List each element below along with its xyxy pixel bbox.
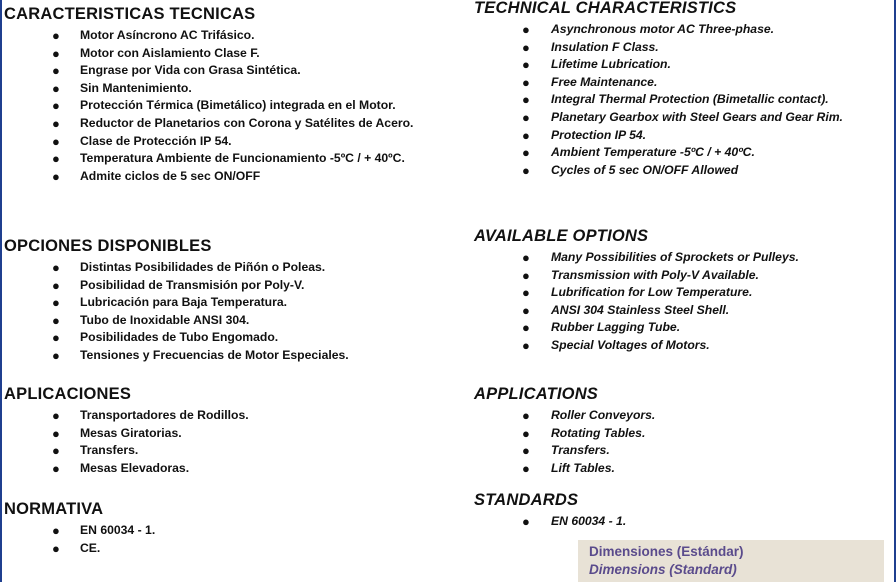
bullet-icon: ● xyxy=(52,28,60,43)
list-item: ● Transfers. xyxy=(522,443,610,459)
list-item: ● Transportadores de Rodillos. xyxy=(52,408,249,423)
list-item: ● Integral Thermal Protection (Bimetallic contact). xyxy=(522,92,829,108)
list-item: ● Transfers. xyxy=(52,443,139,459)
list-options xyxy=(474,249,892,355)
list-item: ● Protección Térmica (Bimetálico) integrada en el Motor. xyxy=(52,98,396,114)
list-item: ● Tensiones y Frecuencias de Motor Especiales. xyxy=(52,347,349,363)
bullet-icon: ● xyxy=(52,63,60,79)
bullet-icon: ● xyxy=(52,115,60,131)
heading-standards: STANDARDS xyxy=(474,491,579,509)
bullet-icon: ● xyxy=(52,443,60,459)
list-item: ● Motor con Aislamiento Clase F. xyxy=(52,45,260,61)
list-item: ● Mesas Giratorias. xyxy=(52,425,182,441)
bullet-icon: ● xyxy=(522,443,530,459)
bullet-icon: ● xyxy=(522,22,530,37)
bullet-icon: ● xyxy=(522,145,530,161)
list-item: ● Lubrification for Low Temperature. xyxy=(522,285,753,301)
bullet-icon: ● xyxy=(52,98,60,114)
dimensions-title-en: Dimensions (Standard) xyxy=(589,562,737,577)
bullet-icon: ● xyxy=(52,347,60,363)
dimensions-title-es: Dimensiones (Estándar) xyxy=(589,544,744,559)
bullet-icon: ● xyxy=(522,127,530,143)
list-item: ● Tubo de Inoxidable ANSI 304. xyxy=(52,312,250,328)
bullet-icon: ● xyxy=(52,133,60,149)
heading-aplicaciones: APLICACIONES xyxy=(4,385,132,403)
section-normativa xyxy=(4,499,456,557)
bullet-icon: ● xyxy=(52,80,60,96)
list-item: ● Lubricación para Baja Temperatura. xyxy=(52,295,288,311)
bullet-icon: ● xyxy=(522,250,530,265)
list-item: ● Ambient Temperature -5ºC / + 40ºC. xyxy=(522,145,755,161)
bullet-icon: ● xyxy=(522,408,530,423)
dimensions-box xyxy=(578,540,884,582)
list-item: ● Cycles of 5 sec ON/OFF Allowed xyxy=(522,162,739,178)
heading-caracteristicas: CARACTERISTICAS TECNICAS xyxy=(4,5,256,23)
heading-opciones: OPCIONES DISPONIBLES xyxy=(4,237,212,255)
heading-normativa: NORMATIVA xyxy=(4,500,104,518)
bullet-icon: ● xyxy=(522,302,530,318)
bullet-icon: ● xyxy=(52,260,60,275)
list-item: ● EN 60034 - 1. xyxy=(522,514,627,529)
bullet-icon: ● xyxy=(522,39,530,55)
list-item: ● Motor Asíncrono AC Trifásico. xyxy=(52,28,255,43)
bullet-icon: ● xyxy=(52,168,60,184)
bullet-icon: ● xyxy=(52,45,60,61)
heading-applications: APPLICATIONS xyxy=(474,385,599,403)
bullet-icon: ● xyxy=(52,460,60,476)
bullet-icon: ● xyxy=(522,460,530,476)
list-item: ● Free Maintenance. xyxy=(522,74,658,90)
list-item: ● Lifetime Lubrication. xyxy=(522,57,671,73)
list-item: ● Roller Conveyors. xyxy=(522,408,656,423)
list-item: ● Lift Tables. xyxy=(522,460,615,476)
list-item: ● Planetary Gearbox with Steel Gears and Gear Rim. xyxy=(522,109,843,125)
section-applications xyxy=(474,384,892,477)
bullet-icon: ● xyxy=(52,408,60,423)
bullet-icon: ● xyxy=(522,514,530,529)
list-item: ● Special Voltages of Motors. xyxy=(522,337,710,353)
list-standards xyxy=(474,513,892,531)
list-item: ● Clase de Protección IP 54. xyxy=(52,133,232,149)
page-left-edge xyxy=(0,0,2,582)
list-item: ● Posibilidad de Transmisión por Poly-V. xyxy=(52,277,305,293)
bullet-icon: ● xyxy=(522,92,530,108)
list-item: ● Admite ciclos de 5 sec ON/OFF xyxy=(52,168,261,184)
list-item: ● Distintas Posibilidades de Piñón o Poleas. xyxy=(52,260,326,275)
list-item: ● Asynchronous motor AC Three-phase. xyxy=(522,22,775,37)
list-item: ● Sin Mantenimiento. xyxy=(52,80,192,96)
bullet-icon: ● xyxy=(52,330,60,346)
list-item: ● Insulation F Class. xyxy=(522,39,659,55)
bullet-icon: ● xyxy=(522,57,530,73)
bullet-icon: ● xyxy=(522,109,530,125)
list-normativa xyxy=(4,522,456,557)
list-caracteristicas xyxy=(4,27,456,185)
bullet-icon: ● xyxy=(52,295,60,311)
bullet-icon: ● xyxy=(522,74,530,90)
list-item: ● EN 60034 - 1. xyxy=(52,523,156,538)
list-item: ● Rubber Lagging Tube. xyxy=(522,320,681,336)
bullet-icon: ● xyxy=(522,267,530,283)
bullet-icon: ● xyxy=(52,151,60,167)
list-technical xyxy=(474,21,892,179)
bullet-icon: ● xyxy=(52,540,60,556)
list-item: ● Posibilidades de Tubo Engomado. xyxy=(52,330,279,346)
list-item: ● Engrase por Vida con Grasa Sintética. xyxy=(52,63,301,79)
section-caracteristicas xyxy=(4,4,456,185)
section-opciones xyxy=(4,236,456,365)
bullet-icon: ● xyxy=(522,320,530,336)
list-item: ● Many Possibilities of Sprockets or Pulleys. xyxy=(522,250,799,265)
bullet-icon: ● xyxy=(52,277,60,293)
bullet-icon: ● xyxy=(522,425,530,441)
list-item: ● Transmission with Poly-V Available. xyxy=(522,267,759,283)
list-aplicaciones xyxy=(4,407,456,477)
bullet-icon: ● xyxy=(52,425,60,441)
bullet-icon: ● xyxy=(522,285,530,301)
heading-technical: TECHNICAL CHARACTERISTICS xyxy=(474,0,737,17)
bullet-icon: ● xyxy=(522,337,530,353)
section-standards xyxy=(474,490,892,531)
list-item: ● ANSI 304 Stainless Steel Shell. xyxy=(522,302,730,318)
list-item: ● Temperatura Ambiente de Funcionamiento -5ºC / + 40ºC. xyxy=(52,151,405,167)
list-applications xyxy=(474,407,892,477)
heading-options: AVAILABLE OPTIONS xyxy=(474,227,649,245)
list-item: ● Mesas Elevadoras. xyxy=(52,460,190,476)
list-item: ● Reductor de Planetarios con Corona y Satélites de Acero. xyxy=(52,115,414,131)
section-aplicaciones xyxy=(4,384,456,477)
section-technical xyxy=(474,0,892,179)
list-item: ● Protection IP 54. xyxy=(522,127,647,143)
list-item: ● Rotating Tables. xyxy=(522,425,646,441)
bullet-icon: ● xyxy=(522,162,530,178)
bullet-icon: ● xyxy=(52,523,60,538)
list-item: ● CE. xyxy=(52,540,101,556)
bullet-icon: ● xyxy=(52,312,60,328)
section-options xyxy=(474,226,892,355)
list-opciones xyxy=(4,259,456,365)
